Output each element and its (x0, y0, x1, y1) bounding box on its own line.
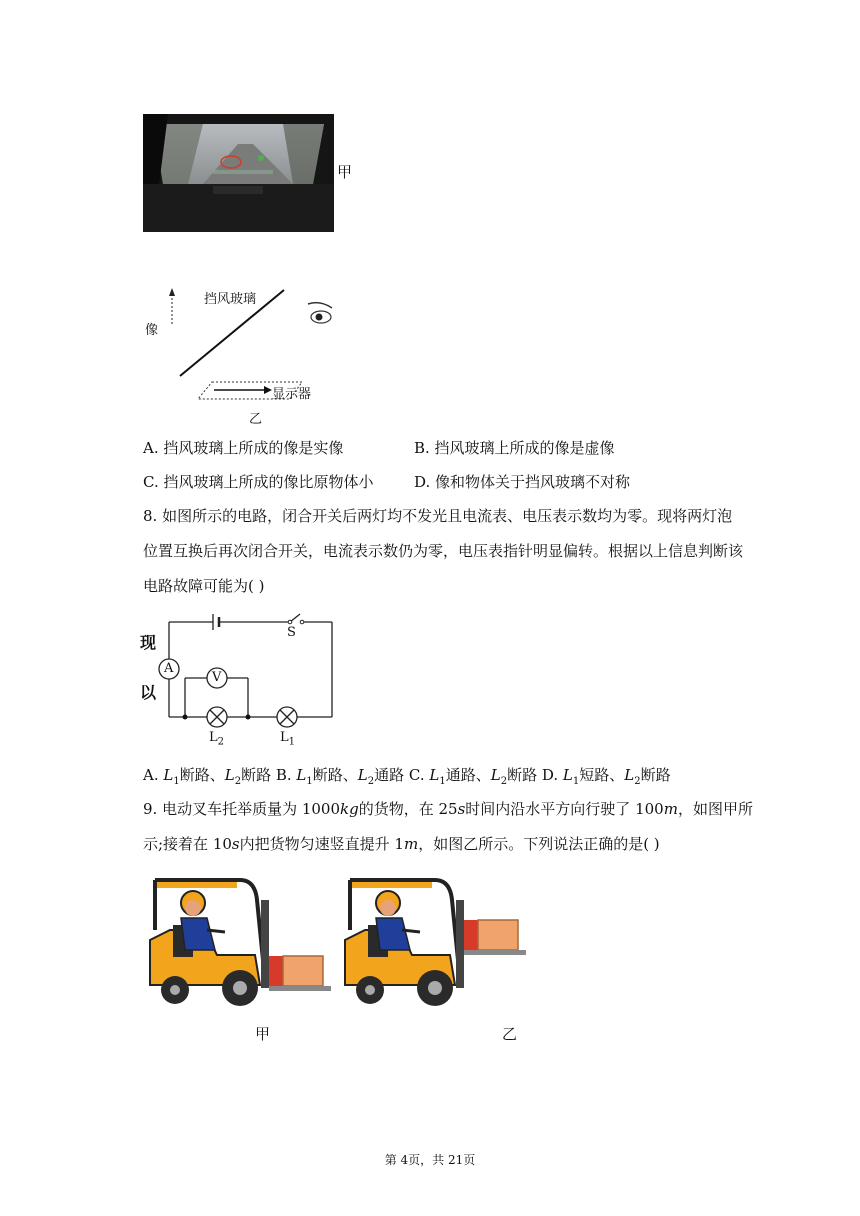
q9-line-1: 9. 电动叉车托举质量为 1000kg的货物，在 25s时间内沿水平方向行驶了 100m，如图甲所 (143, 800, 753, 818)
q7-option-b: B. 挡风玻璃上所成的像是虚像 (414, 439, 615, 457)
forklift-image-a (145, 870, 335, 1010)
q8-options: A. $L_1$断路、$L_2$断路 B. $L_1$断路、$L_2$通路 C. $L_1$通路、$L_2$断路 D. $L_1$短路、$L_2$断路 (143, 766, 671, 787)
forklift-image-b (340, 870, 530, 1010)
lamp-l1-label: $L_1$ (280, 730, 296, 748)
q7-option-c: C. 挡风玻璃上所成的像比原物体小 (143, 473, 374, 491)
switch-label: S (287, 625, 296, 640)
ammeter-label: A (164, 661, 174, 676)
windshield-label: 挡风玻璃 (204, 292, 257, 307)
q8-line-1: 8. 如图所示的电路，闭合开关后两灯均不发光且电流表、电压表示数均为零。现将两灯泡 (143, 507, 733, 525)
windshield-photo (143, 114, 334, 232)
forklift-label-a: 甲 (255, 1025, 271, 1043)
image-label: 像 (145, 323, 159, 338)
cropped-char-2: 以 (140, 683, 157, 702)
q8-line-3: 电路故障可能为( ) (143, 577, 265, 595)
q7-option-d: D. 像和物体关于挡风玻璃不对称 (414, 473, 631, 491)
display-label: 显示器 (272, 387, 312, 402)
cropped-char-1: 现 (140, 633, 157, 652)
figure-a-label: 甲 (337, 163, 353, 181)
lamp-l2-label: $L_2$ (209, 730, 225, 748)
q8-line-2: 位置互换后再次闭合开关，电流表示数仍为零，电压表指针明显偏转。根据以上信息判断该 (143, 542, 744, 560)
voltmeter-label: V (212, 670, 222, 685)
figure-b-label: 乙 (249, 412, 263, 427)
q7-option-a: A. 挡风玻璃上所成的像是实像 (143, 439, 344, 457)
q9-line-2: 示;接着在 10s内把货物匀速竖直提升 1m，如图乙所示。下列说法正确的是( ) (143, 835, 660, 853)
forklift-label-b: 乙 (502, 1025, 518, 1043)
page-footer: 第 4页，共 21页 (384, 1153, 476, 1167)
circuit-diagram (140, 610, 340, 750)
